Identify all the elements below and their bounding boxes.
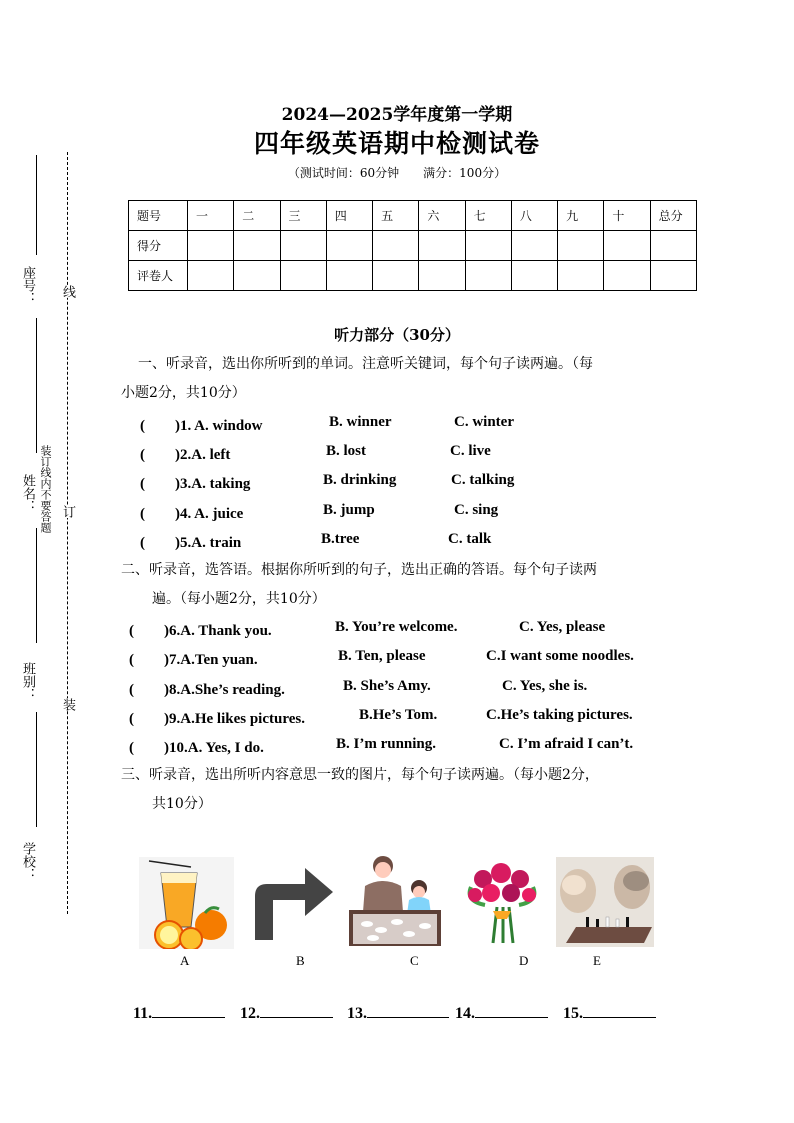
playing-chess-icon xyxy=(556,857,654,947)
question-option-a[interactable]: ( )5.A. train xyxy=(140,535,242,551)
question-option-c[interactable]: C. I’m afraid I can’t. xyxy=(499,736,634,752)
part3-instruction-line1: 三、听录音，选出所听内容意思一致的图片，每个句子读两遍。（每小题2分， xyxy=(121,767,599,783)
question-option-c[interactable]: C.He’s taking pictures. xyxy=(486,707,633,723)
question-option-b[interactable]: B. She’s Amy. xyxy=(343,678,431,694)
table-cell: 得分 xyxy=(129,231,188,261)
answer-number: 12. xyxy=(240,1005,260,1022)
question-option-c[interactable]: C. talking xyxy=(451,472,515,488)
table-cell: 题号 xyxy=(129,201,188,231)
picture-label-c: C xyxy=(410,953,419,968)
exam-subtitle: （测试时间：60分钟 满分：100分） xyxy=(287,166,507,180)
question-option-b[interactable]: B. Ten, please xyxy=(338,648,426,664)
question-option-c[interactable]: C. talk xyxy=(448,531,492,547)
answer-blank-11[interactable] xyxy=(133,1003,225,1023)
grader-input-cell[interactable] xyxy=(511,261,557,291)
score-table-score-row xyxy=(129,231,697,261)
score-input-cell[interactable] xyxy=(280,231,326,261)
table-cell: 一 xyxy=(188,201,234,231)
question-option-c[interactable]: C. Yes, please xyxy=(519,619,606,635)
score-table-header-row xyxy=(129,201,697,231)
seat-label: 座号： xyxy=(20,266,35,305)
school-year: 2024—2025学年度第一学期 xyxy=(281,105,513,125)
class-blank-line xyxy=(36,528,37,643)
question-option-c[interactable]: C. live xyxy=(450,443,491,459)
score-input-cell[interactable] xyxy=(465,231,511,261)
question-option-b[interactable]: B.tree xyxy=(321,531,360,547)
question-option-a[interactable]: ( )8.A.She’s reading. xyxy=(129,682,285,698)
grader-input-cell[interactable] xyxy=(419,261,465,291)
question-option-a[interactable]: ( )10.A. Yes, I do. xyxy=(129,740,264,756)
picture-label-d: D xyxy=(519,953,529,968)
picture-label-b: B xyxy=(296,953,305,968)
listening-title: 听力部分（30分） xyxy=(334,326,460,344)
exam-title: 四年级英语期中检测试卷 xyxy=(253,129,540,158)
name-label: 姓名： xyxy=(20,474,35,513)
question-option-a[interactable]: ( )9.A.He likes pictures. xyxy=(129,711,305,727)
table-cell: 五 xyxy=(373,201,419,231)
question-option-a[interactable]: ( )1. A. window xyxy=(140,418,263,434)
part2-instruction-line1: 二、听录音，选答语。根据你所听到的句子，选出正确的答语。每个句子读两 xyxy=(121,562,597,578)
question-option-b[interactable]: B. I’m running. xyxy=(336,736,437,752)
answer-line[interactable] xyxy=(152,1003,225,1018)
grader-input-cell[interactable] xyxy=(373,261,419,291)
table-cell: 八 xyxy=(511,201,557,231)
table-cell: 十 xyxy=(604,201,650,231)
part1-instruction-line2: 小题2分，共10分） xyxy=(121,385,246,401)
question-option-a[interactable]: ( )3.A. taking xyxy=(140,476,251,492)
table-cell: 总分 xyxy=(650,201,696,231)
question-option-a[interactable]: ( )6.A. Thank you. xyxy=(129,623,272,639)
score-input-cell[interactable] xyxy=(234,231,280,261)
table-cell: 四 xyxy=(326,201,372,231)
making-dumplings-icon xyxy=(347,852,443,948)
score-input-cell[interactable] xyxy=(373,231,419,261)
answer-blank-13[interactable] xyxy=(347,1003,449,1023)
grader-input-cell[interactable] xyxy=(280,261,326,291)
question-option-a[interactable]: ( )2.A. left xyxy=(140,447,231,463)
answer-blank-15[interactable] xyxy=(563,1003,656,1023)
question-option-b[interactable]: B. drinking xyxy=(323,472,397,488)
question-option-b[interactable]: B. winner xyxy=(329,414,392,430)
binding-warning: 装订线内不要答题 xyxy=(39,445,52,533)
question-option-a[interactable]: ( )4. A. juice xyxy=(140,506,244,522)
turn-right-arrow-icon xyxy=(247,862,335,942)
score-input-cell[interactable] xyxy=(419,231,465,261)
flower-bouquet-icon xyxy=(463,857,541,945)
score-input-cell[interactable] xyxy=(650,231,696,261)
grader-input-cell[interactable] xyxy=(604,261,650,291)
table-cell: 七 xyxy=(465,201,511,231)
answer-number: 11. xyxy=(133,1005,153,1022)
picture-label-e: E xyxy=(593,953,601,968)
question-option-b[interactable]: B. jump xyxy=(323,502,375,518)
answer-blank-12[interactable] xyxy=(240,1003,333,1023)
question-option-b[interactable]: B.He’s Tom. xyxy=(359,707,438,723)
score-input-cell[interactable] xyxy=(326,231,372,261)
binding-char-ding: 订 xyxy=(60,505,75,518)
binding-char-zhuang: 装 xyxy=(60,698,75,711)
grader-input-cell[interactable] xyxy=(188,261,234,291)
answer-number: 15. xyxy=(563,1005,583,1022)
part3-instruction-line2: 共10分） xyxy=(152,796,212,812)
answer-line[interactable] xyxy=(260,1003,333,1018)
class-label: 班别： xyxy=(20,662,35,701)
answer-line[interactable] xyxy=(583,1003,656,1018)
grader-input-cell[interactable] xyxy=(234,261,280,291)
table-cell: 九 xyxy=(558,201,604,231)
table-cell: 二 xyxy=(234,201,280,231)
question-option-c[interactable]: C. Yes, she is. xyxy=(502,678,588,694)
school-label: 学校： xyxy=(20,842,35,881)
school-blank-line xyxy=(36,712,37,827)
answer-blank-14[interactable] xyxy=(455,1003,548,1023)
score-table xyxy=(128,200,697,291)
question-option-c[interactable]: C.I want some noodles. xyxy=(486,648,634,664)
binding-char-line: 线 xyxy=(60,285,75,298)
grader-input-cell[interactable] xyxy=(558,261,604,291)
binding-dashed-line xyxy=(67,152,68,914)
table-cell: 三 xyxy=(280,201,326,231)
table-cell: 六 xyxy=(419,201,465,231)
question-option-b[interactable]: B. lost xyxy=(326,443,367,459)
grader-input-cell[interactable] xyxy=(326,261,372,291)
score-input-cell[interactable] xyxy=(511,231,557,261)
score-input-cell[interactable] xyxy=(604,231,650,261)
question-option-c[interactable]: C. winter xyxy=(454,414,514,430)
answer-number: 13. xyxy=(347,1005,367,1022)
score-table-grader-row xyxy=(129,261,697,291)
orange-juice-icon xyxy=(139,857,234,949)
score-input-cell[interactable] xyxy=(188,231,234,261)
part1-instruction-line1: 一、听录音，选出你所听到的单词。注意听关键词，每个句子读两遍。（每 xyxy=(138,356,593,372)
question-option-b[interactable]: B. You’re welcome. xyxy=(335,619,458,635)
answer-line[interactable] xyxy=(367,1003,449,1018)
part2-instruction-line2: 遍。（每小题2分，共10分） xyxy=(152,591,326,607)
answer-number: 14. xyxy=(455,1005,475,1022)
grader-input-cell[interactable] xyxy=(650,261,696,291)
score-input-cell[interactable] xyxy=(558,231,604,261)
question-option-a[interactable]: ( )7.A.Ten yuan. xyxy=(129,652,258,668)
picture-label-a: A xyxy=(180,953,190,968)
grader-input-cell[interactable] xyxy=(465,261,511,291)
answer-line[interactable] xyxy=(475,1003,548,1018)
question-option-c[interactable]: C. sing xyxy=(454,502,499,518)
table-cell: 评卷人 xyxy=(129,261,188,291)
